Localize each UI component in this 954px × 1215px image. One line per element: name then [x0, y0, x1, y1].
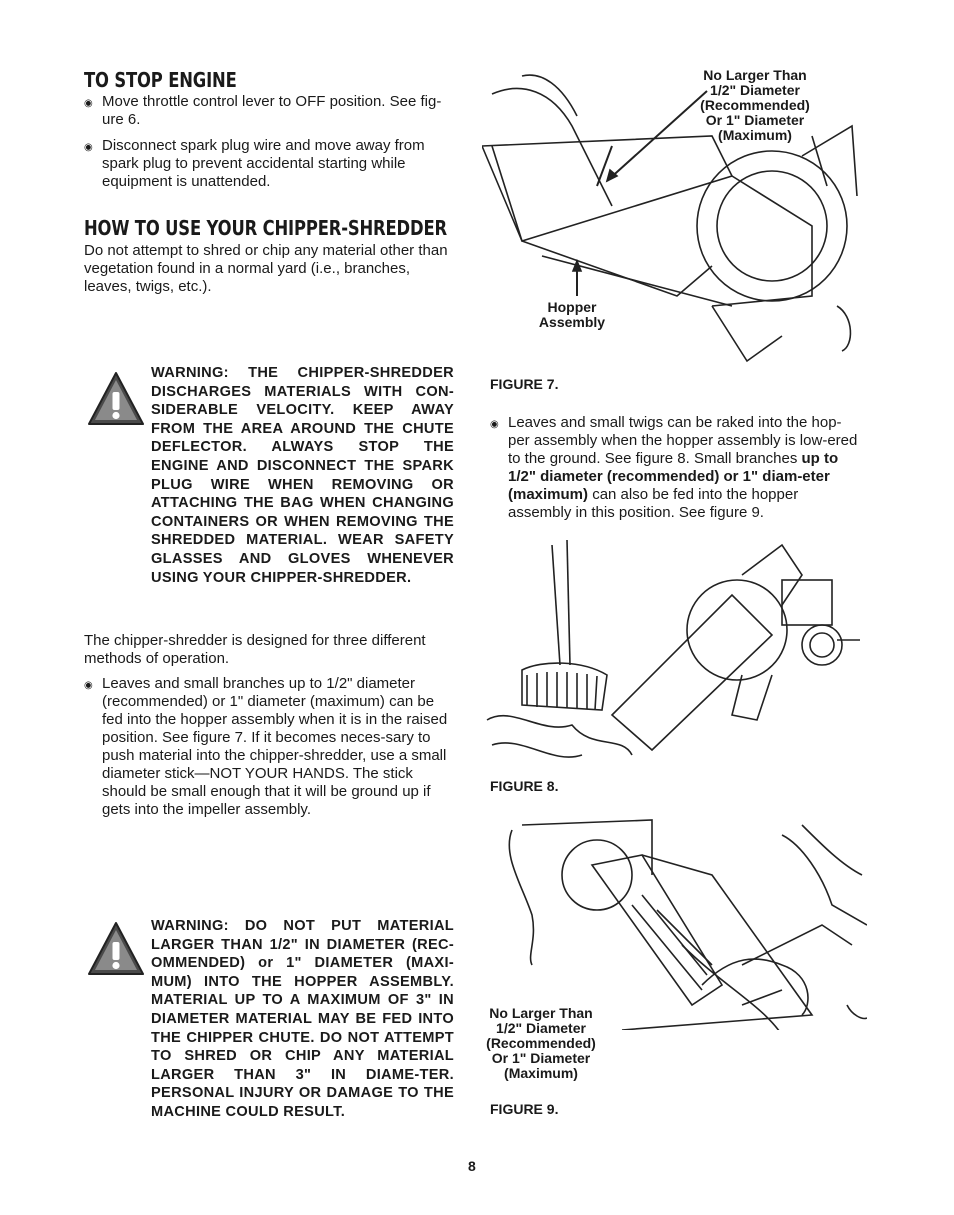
- list-item-text: [508, 414, 860, 522]
- bullet-icon: ◉: [490, 419, 499, 430]
- figure-8-label: FIGURE 8.: [490, 778, 559, 794]
- callout-line: No Larger Than: [489, 1005, 593, 1021]
- callout-line: Or 1" Diameter: [705, 112, 805, 128]
- figure-9-illustration: [482, 815, 867, 1030]
- bullet-icon: ◉: [84, 98, 93, 109]
- section-title-how-to-use: HOW TO USE YOUR CHIPPER-SHREDDER: [84, 216, 447, 240]
- callout-line: Assembly: [538, 314, 606, 330]
- list-item: [490, 414, 860, 522]
- callout-line: 1/2" Diameter: [496, 1020, 586, 1036]
- hopper-assembly-label: [528, 300, 616, 330]
- warning-triangle-icon: [86, 920, 146, 978]
- stop-engine-list: [84, 93, 454, 191]
- callout-line: 1/2" Diameter: [710, 82, 800, 98]
- figure-7-label: FIGURE 7.: [490, 376, 559, 392]
- callout-line: (Maximum): [504, 1065, 578, 1081]
- callout-line: (Recommended): [700, 97, 810, 113]
- methods-intro: The chipper-shredder is designed for three different methods of operation.: [84, 632, 426, 667]
- methods-list: [84, 675, 454, 819]
- section-title-stop-engine: TO STOP ENGINE: [84, 68, 237, 92]
- list-item-text: Disconnect spark plug wire and move away from spark plug to prevent accidental starting while equipment is unattended.: [102, 137, 425, 190]
- bold-text-run: up to 1/2" diameter (recommended) or 1" diam-eter (maximum): [508, 450, 839, 503]
- list-item: [84, 93, 454, 129]
- list-item-text: Move throttle control lever to OFF position. See fig-ure 6.: [102, 93, 442, 128]
- callout-line: (Maximum): [718, 127, 792, 143]
- callout-line: (Recommended): [486, 1035, 596, 1051]
- bullet-icon: ◉: [84, 680, 93, 691]
- list-item-text: Leaves and small branches up to 1/2" diameter (recommended) or 1" diameter (maximum) can be fed into the hopper assembly when it is in the raised position. See figure 7. If it becomes neces-sary to push material into the chipper-shredder, use a small diameter stick—NOT YOUR HANDS. The stick should be small enough that it will be ground up if gets into the impeller assembly.: [102, 675, 448, 818]
- figure-9-label: FIGURE 9.: [490, 1101, 559, 1117]
- page-number: 8: [468, 1158, 476, 1174]
- figure-9-callout: [482, 1006, 600, 1081]
- list-item: [84, 675, 454, 819]
- figure-8-text: [490, 414, 860, 522]
- text-run: can also be fed into the hopper assembly in this position. See figure 9.: [508, 486, 799, 521]
- callout-line: Hopper: [547, 299, 597, 315]
- warning-triangle-icon: [86, 370, 146, 428]
- warning-text-1: WARNING: THE CHIPPER-SHREDDER DISCHARGES MATERIALS WITH CON-SIDERABLE VELOCITY. KEEP AWAY FROM THE AREA AROUND THE CHUTE DEFLECTOR. ALWAYS STOP THE ENGINE AND DISCONNECT THE SPARK PLUG WIRE WHEN REMOVING OR ATTACHING THE BAG WHEN CHANGING CONTAINERS OR WHEN REMOVING THE SHREDDED MATERIAL. WEAR SAFETY GLASSES AND GLOVES WHENEVER USING YOUR CHIPPER-SHREDDER.: [151, 365, 454, 586]
- warning-text-2: WARNING: DO NOT PUT MATERIAL LARGER THAN 1/2" IN DIAMETER (REC-OMMENDED) or 1" DIAMETER (MAXI-MUM) INTO THE HOPPER ASSEMBLY. MATERIAL UP TO A MAXIMUM OF 3" IN DIAMETER MATERIAL MAY BE FED INTO THE CHIPPER CHUTE. DO NOT ATTEMPT TO SHRED OR CHIP ANY MATERIAL LARGER THAN 3" IN DIAME-TER. PERSONAL INJURY OR DAMAGE TO THE MACHINE COULD RESULT.: [151, 918, 454, 1120]
- callout-line: Or 1" Diameter: [491, 1050, 591, 1066]
- callout-line: No Larger Than: [703, 67, 807, 83]
- how-to-use-intro: Do not attempt to shred or chip any material other than vegetation found in a normal yard (i.e., branches, leaves, twigs, etc.).: [84, 242, 448, 295]
- figure-8-illustration: [482, 535, 862, 780]
- text-run: Leaves and small twigs can be raked into the hop-per assembly when the hopper assembly is low-ered to the ground. See figure 8. Small branches: [508, 414, 858, 467]
- bullet-icon: ◉: [84, 142, 93, 153]
- figure-7-callout: [670, 68, 840, 143]
- list-item: [84, 137, 454, 191]
